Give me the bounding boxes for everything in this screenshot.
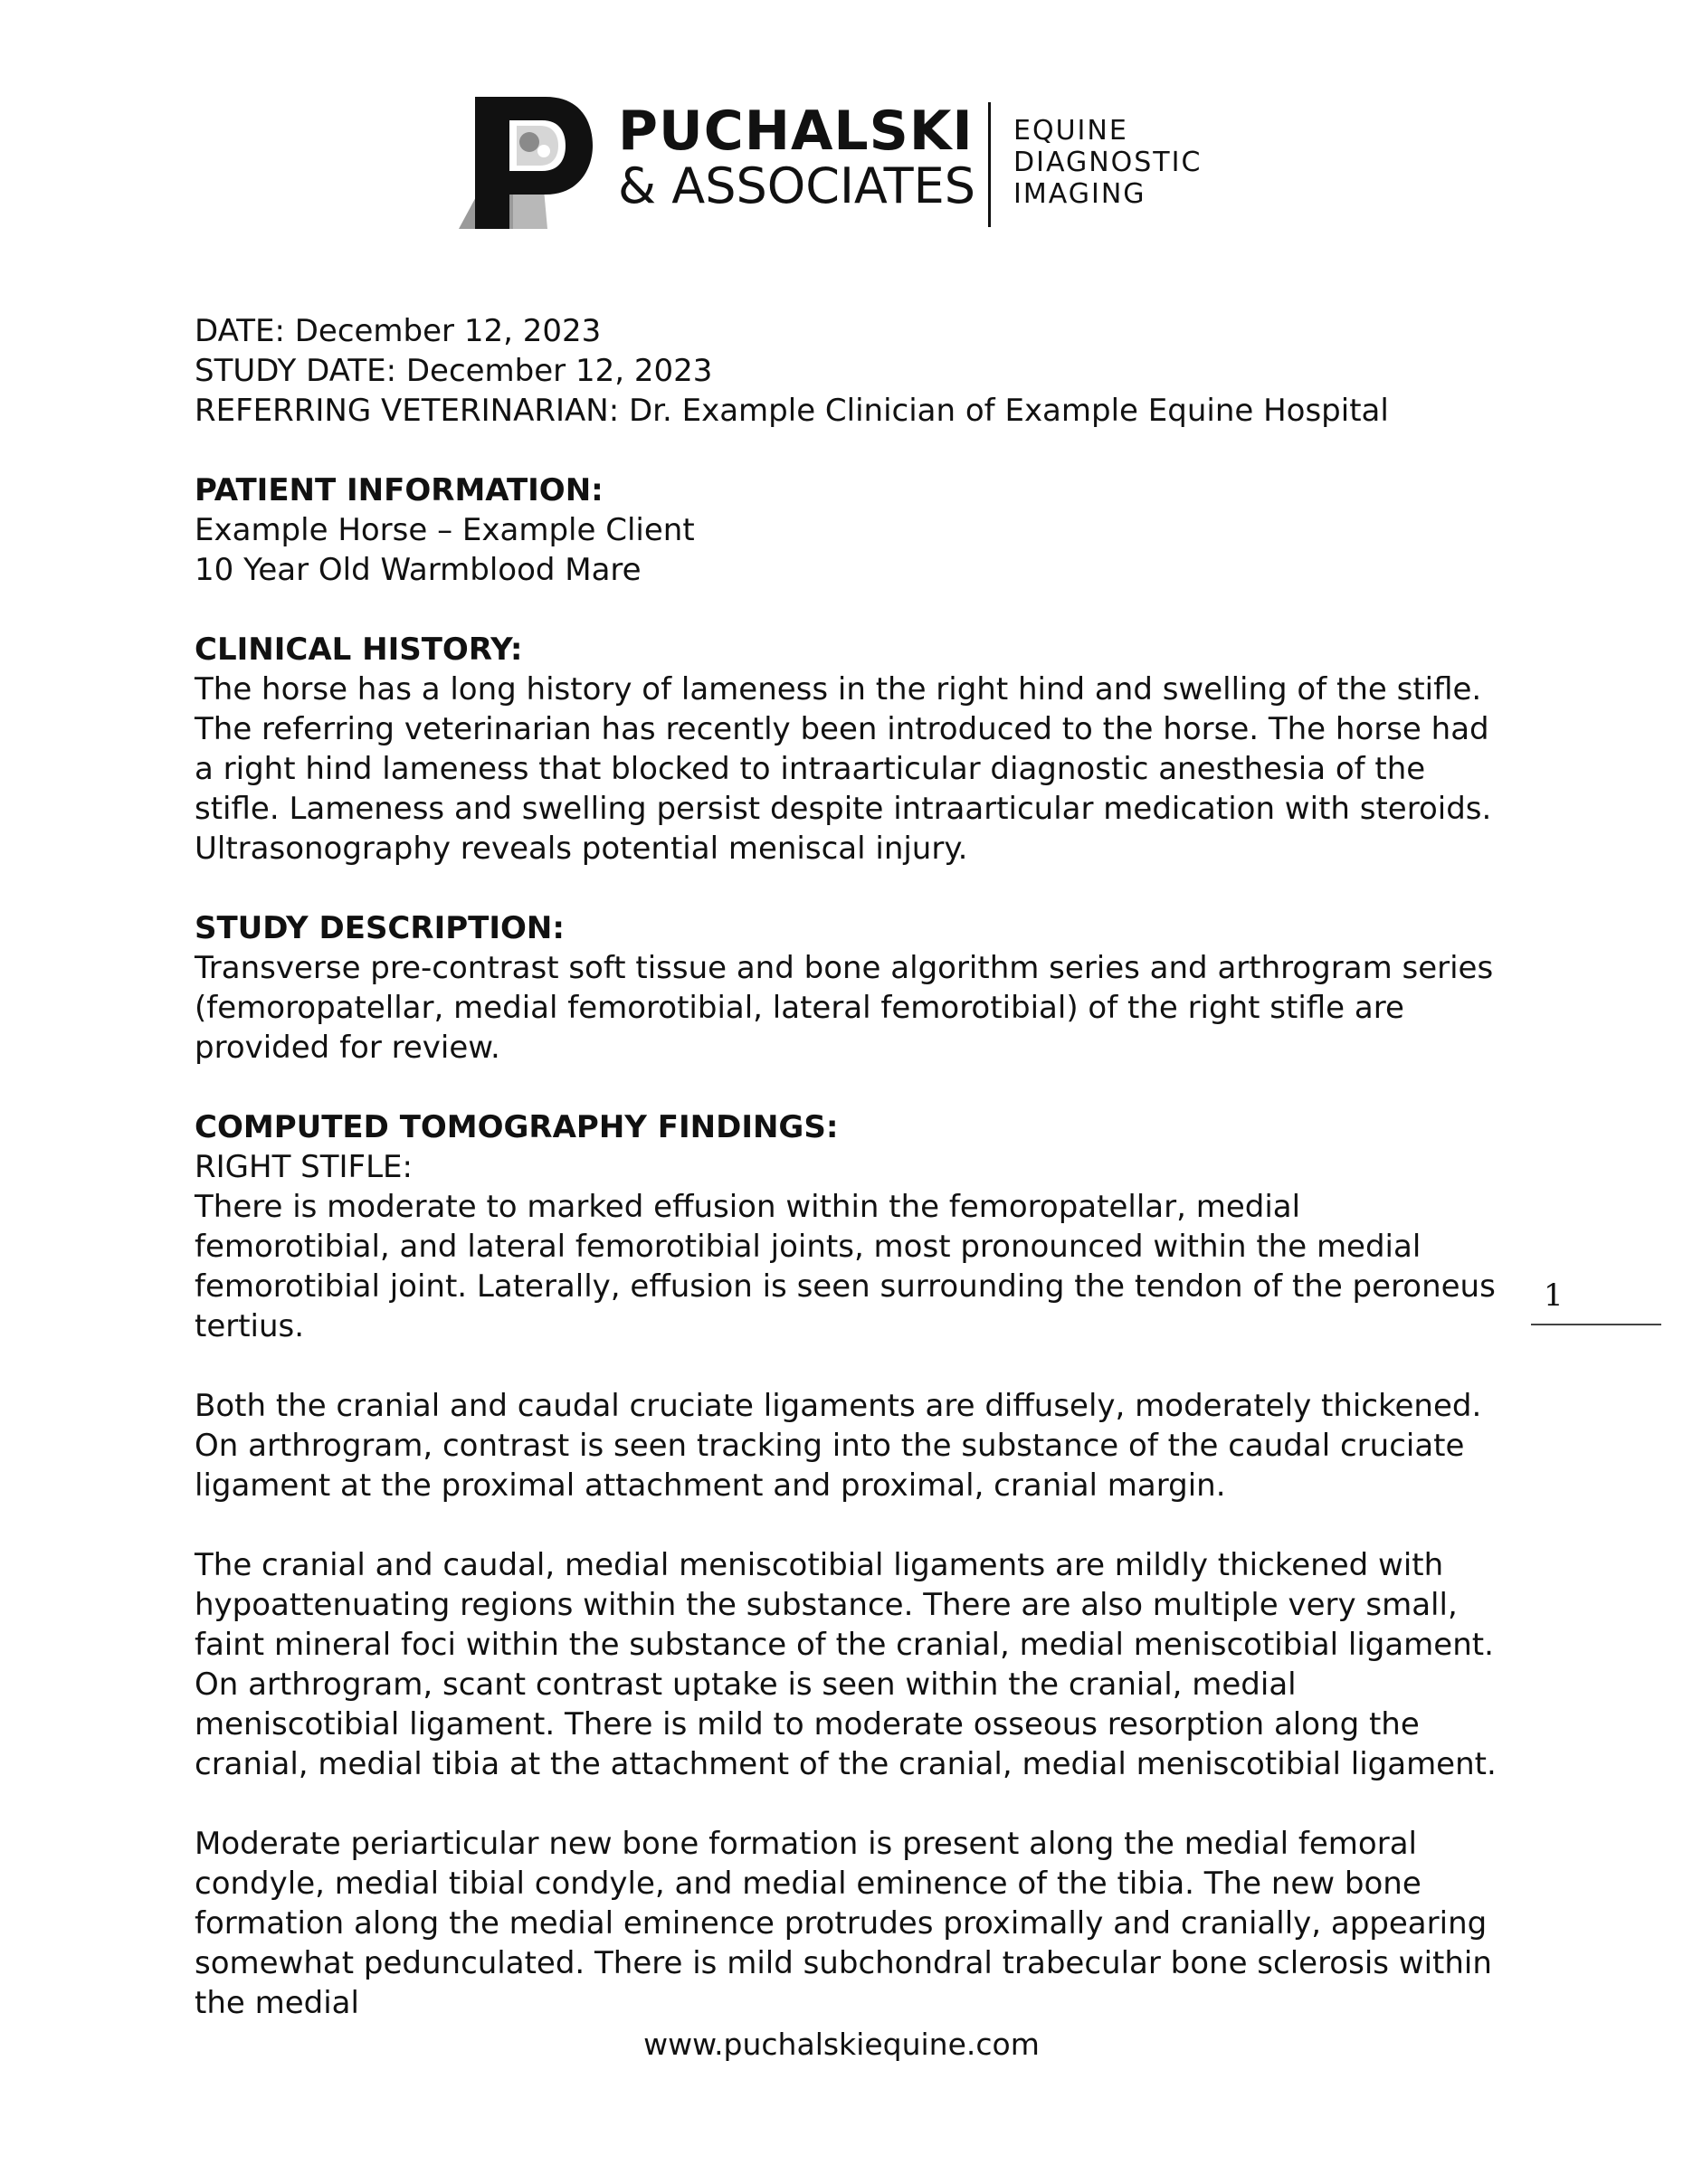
findings-subheading: RIGHT STIFLE: [195, 1149, 413, 1185]
clinical-history-text: The horse has a long history of lameness in the right hind and swelling of the stifle. The referring veterinarian has recently been introduced to the horse. The horse had a right hind lameness that blocked to intraarticular diagnostic anesthesia of the stifle. Lameness and swelling persist despite intraarticular medication with steroids. Ultrasonography reveals potential meniscal injury. [195, 671, 1492, 867]
section-heading: STUDY DESCRIPTION: [195, 910, 565, 946]
tagline-line: DIAGNOSTIC [1013, 147, 1203, 178]
firm-name [618, 100, 976, 214]
firm-name-line2: & ASSOCIATES [618, 157, 976, 214]
patient-signalment: 10 Year Old Warmblood Mare [195, 552, 642, 588]
firm-name-line1: PUCHALSKI [618, 100, 974, 163]
findings-paragraph: Both the cranial and caudal cruciate ligaments are diffusely, moderately thickened. On arthrogram, contrast is seen tracking into the substance of the caudal cruciate ligament at the proximal attachment and proximal, cranial margin. [195, 1388, 1482, 1504]
findings-paragraph: There is moderate to marked effusion within the femoropatellar, medial femorotibial, and lateral femorotibial joints, most pronounced within the medial femorotibial joint. Laterally, effusion is seen surrounding the tendon of the peroneus tertius. [195, 1189, 1496, 1344]
report-date: DATE: December 12, 2023 [195, 313, 602, 349]
referring-veterinarian: REFERRING VETERINARIAN: Dr. Example Clinician of Example Equine Hospital [195, 393, 1389, 429]
report-meta [195, 311, 1498, 431]
logo-divider [988, 102, 991, 227]
tagline-line: EQUINE [1013, 115, 1128, 147]
report-body [195, 311, 1498, 2023]
study-date: STUDY DATE: December 12, 2023 [195, 353, 713, 389]
findings-paragraph: The cranial and caudal, medial meniscotibial ligaments are mildly thickened with hypoattenuating regions within the substance. There are also multiple very small, faint mineral foci within the substance of the cranial, medial meniscotibial ligament. On arthrogram, scant contrast uptake is seen within the cranial, medial meniscotibial ligament. There is mild to moderate osseous resorption along the cranial, medial tibia at the attachment of the cranial, medial meniscotibial ligament. [195, 1547, 1497, 1782]
patient-information-section [195, 470, 1498, 590]
findings-section [195, 1107, 1498, 2023]
study-description-section [195, 908, 1498, 1068]
section-heading: CLINICAL HISTORY: [195, 631, 523, 668]
header-logo [457, 95, 1235, 231]
patient-name: Example Horse – Example Client [195, 512, 695, 548]
page-number: 1 [1544, 1277, 1564, 1314]
logo-tagline [1013, 115, 1202, 210]
section-heading: PATIENT INFORMATION: [195, 472, 604, 508]
findings-paragraph: Moderate periarticular new bone formation is present along the medial femoral condyle, medial tibial condyle, and medial eminence of the tibia. The new bone formation along the medial eminence protrudes proximally and cranially, appearing somewhat pedunculated. There is mild subchondral trabecular bone sclerosis within the medial [195, 1826, 1492, 2021]
horse-leg-p-monogram-icon [457, 95, 593, 231]
footer-website: www.puchalskiequine.com [643, 2027, 1040, 2062]
study-description-text: Transverse pre-contrast soft tissue and bone algorithm series and arthrogram series (femoropatellar, medial femorotibial, lateral femorotibial) of the right stifle are provided for review. [195, 950, 1494, 1066]
page-number-rule [1531, 1324, 1661, 1325]
tagline-line: IMAGING [1013, 178, 1146, 210]
section-heading: COMPUTED TOMOGRAPHY FINDINGS: [195, 1109, 839, 1145]
clinical-history-section [195, 630, 1498, 869]
